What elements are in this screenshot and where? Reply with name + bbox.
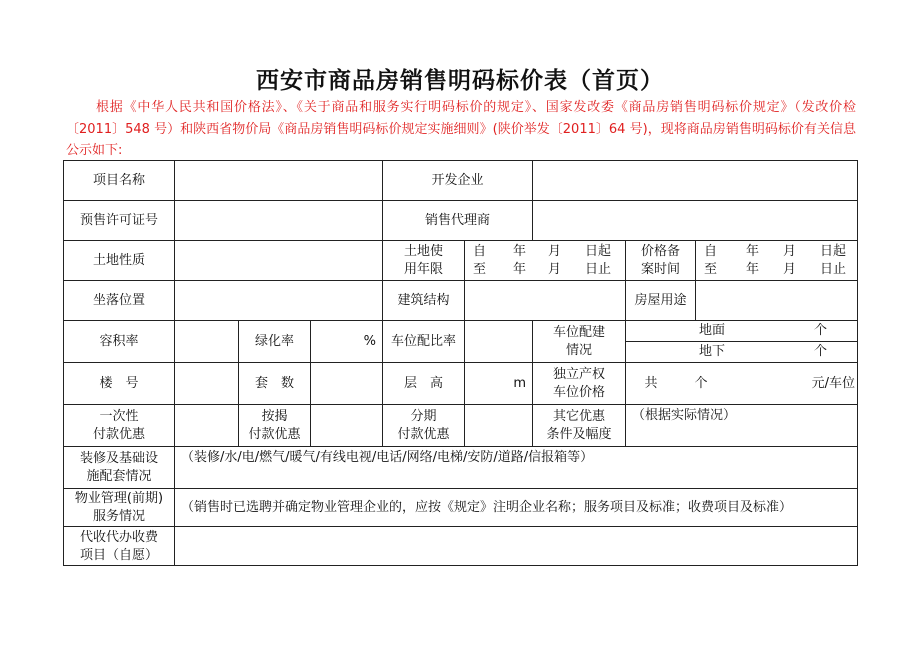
percent-sign: %	[363, 333, 376, 349]
input-property-mgmt[interactable]	[174, 488, 858, 526]
input-house-use[interactable]	[695, 280, 858, 320]
input-project-name[interactable]	[174, 160, 382, 200]
date-to-month: 月	[548, 261, 562, 277]
date-from-day: 日起	[820, 243, 847, 259]
label-parking-build-line1: 车位配建	[552, 324, 605, 340]
label-parking-ratio: 车位配比率	[382, 320, 464, 362]
page-title: 西安市商品房销售明码标价表（首页）	[256, 67, 664, 94]
label-building: 楼 号	[63, 362, 174, 404]
date-to-day: 日止	[820, 261, 847, 277]
label-green-rate: 绿化率	[238, 320, 310, 362]
label-far: 容积率	[63, 320, 174, 362]
label-parking-price-line1: 独立产权	[552, 366, 605, 382]
input-building[interactable]	[174, 362, 238, 404]
date-to-month: 月	[783, 261, 797, 277]
date-to-day: 日止	[585, 261, 612, 277]
parking-underground-row[interactable]	[625, 341, 858, 362]
other-note: （根据实际情况）	[632, 408, 737, 423]
label-other-line1: 其它优惠	[552, 408, 605, 424]
date-from-zi: 自	[473, 243, 487, 259]
label-agency-line1: 代收代办收费	[79, 529, 158, 545]
input-parking-ratio[interactable]	[464, 320, 532, 362]
input-one-time[interactable]	[174, 404, 238, 446]
date-to-zhi: 至	[704, 261, 718, 277]
input-agency-fees[interactable]	[174, 526, 858, 566]
label-underground: 地下	[698, 344, 725, 359]
label-price-record-line2: 案时间	[640, 261, 680, 277]
label-price-record-line1: 价格备	[640, 243, 680, 259]
input-sales-agent[interactable]	[532, 200, 858, 240]
input-decoration[interactable]	[174, 446, 858, 488]
date-from-day: 日起	[585, 243, 612, 259]
label-decor-line2: 施配套情况	[86, 468, 152, 484]
label-one-time	[63, 404, 174, 446]
date-to-zhi: 至	[473, 261, 487, 277]
date-from-year: 年	[513, 243, 527, 259]
price-record-to	[704, 261, 858, 279]
input-far[interactable]	[174, 320, 238, 362]
label-land-term-line2: 用年限	[403, 261, 443, 277]
label-installment	[382, 404, 464, 446]
land-term-dates[interactable]	[464, 240, 625, 280]
decor-note: （装修/水/电/燃气/暖气/有线电视/电话/网络/电梯/安防/道路/信报箱等）	[181, 450, 594, 465]
label-land-term-line1: 土地使	[403, 243, 443, 259]
input-location[interactable]	[174, 280, 382, 320]
label-decor-line1: 装修及基础设	[79, 450, 158, 466]
unit-per-space: 元/车位	[811, 375, 855, 391]
label-property-line1: 物业管理(前期)	[74, 490, 164, 506]
input-installment[interactable]	[464, 404, 532, 446]
input-other-discount[interactable]	[625, 404, 858, 446]
input-developer[interactable]	[532, 160, 858, 200]
unit-ge-parking: 个	[694, 375, 708, 391]
label-parking-price-line2: 车位价格	[552, 384, 605, 400]
label-total: 共	[644, 375, 658, 391]
date-to-year: 年	[513, 261, 527, 277]
label-other-discount	[532, 404, 625, 446]
label-one-time-line1: 一次性	[99, 408, 139, 424]
input-parking-price[interactable]	[625, 362, 858, 404]
input-land-nature[interactable]	[174, 240, 382, 280]
label-land-term	[382, 240, 464, 280]
label-installment-line2: 付款优惠	[397, 426, 450, 442]
input-mortgage[interactable]	[310, 404, 382, 446]
label-presale-permit: 预售许可证号	[63, 200, 174, 240]
price-record-from	[704, 243, 858, 261]
label-floor-height: 层 高	[382, 362, 464, 404]
label-one-time-line2: 付款优惠	[92, 426, 145, 442]
property-note: （销售时已选聘并确定物业管理企业的，应按《规定》注明企业名称；服务项目及标准；收费项目及标准）	[181, 499, 793, 515]
label-agency-line2: 项目（自愿）	[79, 547, 158, 563]
label-location: 坐落位置	[63, 280, 174, 320]
label-mortgage-line2: 付款优惠	[248, 426, 301, 442]
date-from-year: 年	[746, 243, 760, 259]
label-property-line2: 服务情况	[92, 508, 145, 524]
date-from-zi: 自	[704, 243, 718, 259]
date-to-year: 年	[746, 261, 760, 277]
label-price-record	[625, 240, 695, 280]
input-units[interactable]	[310, 362, 382, 404]
price-record-dates[interactable]	[695, 240, 858, 280]
intro-paragraph: 根据《中华人民共和国价格法》、《关于商品和服务实行明码标价的规定》、国家发改委《商品房销售明码标价规定》（发改价检〔2011〕548 号）和陕西省物价局《商品房销售明码标价规定实施细则》(陕价举发〔2011〕64 号)，现将商品房销售明码标价有关信息公示如下:	[66, 100, 856, 158]
label-ground: 地面	[698, 323, 725, 338]
label-property-mgmt	[63, 488, 174, 526]
label-mortgage-line1: 按揭	[261, 408, 288, 424]
price-form-table	[63, 160, 858, 566]
label-units: 套 数	[238, 362, 310, 404]
unit-ge-ground: 个	[813, 323, 827, 338]
label-developer: 开发企业	[382, 160, 532, 200]
input-floor-height[interactable]	[464, 362, 532, 404]
label-other-line2: 条件及幅度	[546, 426, 612, 442]
label-house-use: 房屋用途	[625, 280, 695, 320]
date-from-month: 月	[548, 243, 562, 259]
input-presale-permit[interactable]	[174, 200, 382, 240]
label-installment-line1: 分期	[410, 408, 437, 424]
label-parking-build-line2: 情况	[565, 342, 592, 358]
date-from-month: 月	[783, 243, 797, 259]
label-sales-agent: 销售代理商	[382, 200, 532, 240]
land-term-to	[473, 261, 625, 279]
label-structure: 建筑结构	[382, 280, 464, 320]
label-land-nature: 土地性质	[63, 240, 174, 280]
input-structure[interactable]	[464, 280, 625, 320]
label-decoration	[63, 446, 174, 488]
meter-unit: m	[513, 375, 526, 391]
label-mortgage	[238, 404, 310, 446]
label-agency-fees	[63, 526, 174, 566]
label-parking-build	[532, 320, 625, 362]
input-green-rate[interactable]	[310, 320, 382, 362]
label-parking-price	[532, 362, 625, 404]
land-term-from	[473, 243, 625, 261]
label-project-name: 项目名称	[63, 160, 174, 200]
parking-ground-row[interactable]	[625, 320, 858, 341]
unit-ge-underground: 个	[813, 344, 827, 359]
